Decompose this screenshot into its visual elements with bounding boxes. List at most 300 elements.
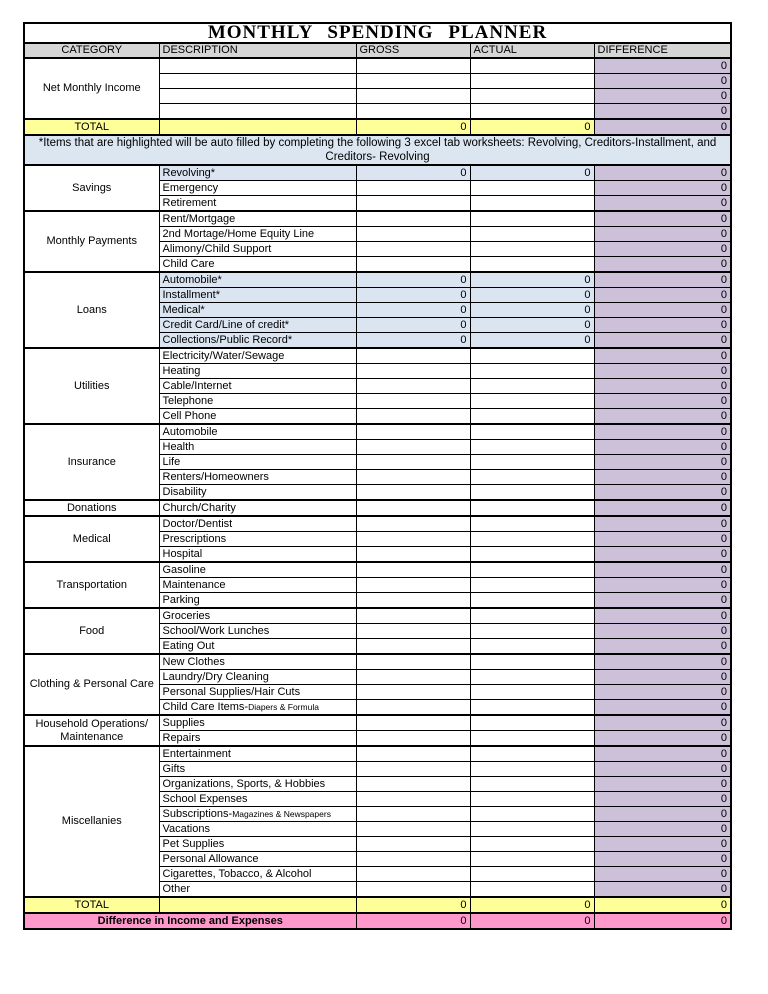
- difference-summary-difference-cell: 0: [594, 913, 731, 929]
- description-cell: [159, 333, 356, 349]
- income-row: [24, 58, 731, 74]
- difference-cell: 0: [594, 181, 731, 196]
- description-label: Heating: [162, 365, 201, 377]
- description-label: School/Work Lunches: [162, 625, 270, 637]
- difference-cell: 0: [594, 58, 731, 74]
- actual-cell: [470, 74, 594, 89]
- gross-cell: [356, 578, 470, 593]
- actual-cell: 0: [470, 272, 594, 288]
- column-header-difference: DIFFERENCE: [594, 43, 731, 58]
- category-cell-miscellanies: Miscellanies: [24, 746, 159, 897]
- difference-cell: 0: [594, 578, 731, 593]
- difference-cell: 0: [594, 500, 731, 516]
- gross-cell: [356, 685, 470, 700]
- actual-cell: [470, 685, 594, 700]
- actual-cell: [470, 547, 594, 563]
- expense-row: [24, 211, 731, 227]
- difference-cell: 0: [594, 593, 731, 609]
- description-cell: [159, 807, 356, 822]
- category-cell-medical: Medical: [24, 516, 159, 562]
- difference-cell: 0: [594, 624, 731, 639]
- expense-total-row: [24, 897, 731, 913]
- description-cell: [159, 792, 356, 807]
- expense-row: [24, 715, 731, 731]
- total-description-cell: [159, 897, 356, 913]
- expense-row: [24, 746, 731, 762]
- column-header-actual: ACTUAL: [470, 43, 594, 58]
- gross-cell: [356, 608, 470, 624]
- category-cell-loans: Loans: [24, 272, 159, 348]
- gross-cell: [356, 700, 470, 716]
- actual-cell: [470, 379, 594, 394]
- gross-cell: [356, 867, 470, 882]
- description-label: Personal Supplies/Hair Cuts: [162, 686, 301, 698]
- actual-cell: [470, 715, 594, 731]
- description-cell: [159, 242, 356, 257]
- difference-summary-label-cell: Difference in Income and Expenses: [24, 913, 356, 929]
- difference-cell: 0: [594, 608, 731, 624]
- description-label: Rent/Mortgage: [162, 213, 236, 225]
- description-label: Organizations, Sports, & Hobbies: [162, 778, 326, 790]
- note-row: [24, 135, 731, 165]
- difference-cell: 0: [594, 822, 731, 837]
- actual-cell: [470, 882, 594, 898]
- category-cell-transportation: Transportation: [24, 562, 159, 608]
- description-label: Renters/Homeowners: [162, 471, 269, 483]
- description-cell: [159, 89, 356, 104]
- description-cell: [159, 654, 356, 670]
- difference-cell: 0: [594, 440, 731, 455]
- description-label: Credit Card/Line of credit*: [162, 319, 290, 331]
- category-cell-utilities: Utilities: [24, 348, 159, 424]
- description-cell: [159, 104, 356, 120]
- actual-cell: [470, 211, 594, 227]
- difference-cell: 0: [594, 303, 731, 318]
- difference-summary-row: [24, 913, 731, 929]
- description-label: Child Care Items-: [162, 701, 249, 713]
- description-label: Telephone: [162, 395, 214, 407]
- gross-cell: [356, 792, 470, 807]
- description-cell: [159, 746, 356, 762]
- description-cell: [159, 288, 356, 303]
- description-cell: [159, 272, 356, 288]
- gross-cell: [356, 348, 470, 364]
- description-label: Eating Out: [162, 640, 215, 652]
- difference-cell: 0: [594, 74, 731, 89]
- description-label: Health: [162, 441, 195, 453]
- gross-cell: [356, 547, 470, 563]
- description-label: Supplies: [162, 717, 205, 729]
- description-label: Prescriptions: [162, 533, 227, 545]
- description-label: Repairs: [162, 732, 201, 744]
- description-cell: [159, 440, 356, 455]
- description-cell: [159, 593, 356, 609]
- description-cell: [159, 74, 356, 89]
- gross-cell: [356, 211, 470, 227]
- gross-cell: [356, 654, 470, 670]
- difference-cell: 0: [594, 852, 731, 867]
- actual-cell: [470, 670, 594, 685]
- description-cell: [159, 822, 356, 837]
- actual-cell: [470, 58, 594, 74]
- description-label: Disability: [162, 486, 207, 498]
- category-cell-savings: Savings: [24, 165, 159, 211]
- description-label: Life: [162, 456, 181, 468]
- total-actual-cell: 0: [470, 119, 594, 135]
- description-label: Church/Charity: [162, 502, 236, 514]
- category-cell-household-operations-maintenance: Household Operations/ Maintenance: [24, 715, 159, 746]
- gross-cell: [356, 257, 470, 273]
- category-cell-food: Food: [24, 608, 159, 654]
- description-label: New Clothes: [162, 656, 225, 668]
- difference-cell: 0: [594, 272, 731, 288]
- gross-cell: [356, 532, 470, 547]
- description-cell: [159, 500, 356, 516]
- description-label: Installment*: [162, 289, 220, 301]
- actual-cell: [470, 455, 594, 470]
- monthly-spending-planner-table: [23, 22, 732, 930]
- gross-cell: [356, 777, 470, 792]
- description-cell: [159, 394, 356, 409]
- category-cell-net-monthly-income: Net Monthly Income: [24, 58, 159, 119]
- description-label: Revolving*: [162, 167, 216, 179]
- gross-cell: [356, 394, 470, 409]
- description-sublabel: Magazines & Newspapers: [232, 809, 331, 819]
- gross-cell: [356, 379, 470, 394]
- difference-cell: 0: [594, 746, 731, 762]
- note-cell: *Items that are highlighted will be auto filled by completing the following 3 excel tab worksheets: Revolving, Creditors-Installment, and Creditors- Revolving: [24, 135, 731, 165]
- description-cell: [159, 731, 356, 747]
- description-cell: [159, 882, 356, 898]
- description-cell: [159, 58, 356, 74]
- description-cell: [159, 547, 356, 563]
- gross-cell: [356, 89, 470, 104]
- description-label: Cigarettes, Tobacco, & Alcohol: [162, 868, 312, 880]
- description-label: Alimony/Child Support: [162, 243, 272, 255]
- description-label: Personal Allowance: [162, 853, 259, 865]
- description-cell: [159, 424, 356, 440]
- difference-cell: 0: [594, 867, 731, 882]
- actual-cell: [470, 837, 594, 852]
- total-description-cell: [159, 119, 356, 135]
- category-cell-clothing-personal-care: Clothing & Personal Care: [24, 654, 159, 715]
- column-header-description: DESCRIPTION: [159, 43, 356, 58]
- description-label: Cable/Internet: [162, 380, 232, 392]
- description-cell: [159, 777, 356, 792]
- actual-cell: [470, 196, 594, 212]
- description-label: Automobile: [162, 426, 218, 438]
- actual-cell: [470, 867, 594, 882]
- description-cell: [159, 762, 356, 777]
- difference-cell: 0: [594, 318, 731, 333]
- description-cell: [159, 578, 356, 593]
- gross-cell: 0: [356, 303, 470, 318]
- difference-cell: 0: [594, 424, 731, 440]
- difference-cell: 0: [594, 257, 731, 273]
- description-label: Pet Supplies: [162, 838, 225, 850]
- actual-cell: [470, 593, 594, 609]
- description-cell: [159, 624, 356, 639]
- description-label: Vacations: [162, 823, 210, 835]
- difference-cell: 0: [594, 89, 731, 104]
- description-cell: [159, 867, 356, 882]
- description-cell: [159, 318, 356, 333]
- description-cell: [159, 257, 356, 273]
- difference-cell: 0: [594, 547, 731, 563]
- actual-cell: [470, 440, 594, 455]
- expense-row: [24, 654, 731, 670]
- actual-cell: [470, 394, 594, 409]
- actual-cell: [470, 485, 594, 501]
- gross-cell: [356, 455, 470, 470]
- description-cell: [159, 348, 356, 364]
- description-cell: [159, 670, 356, 685]
- description-label: Subscriptions-: [162, 808, 233, 820]
- description-label: Gasoline: [162, 564, 206, 576]
- description-label: Medical*: [162, 304, 205, 316]
- description-label: 2nd Mortage/Home Equity Line: [162, 228, 315, 240]
- description-cell: [159, 516, 356, 532]
- category-cell-insurance: Insurance: [24, 424, 159, 500]
- description-label: School Expenses: [162, 793, 248, 805]
- actual-cell: 0: [470, 333, 594, 349]
- description-label: Laundry/Dry Cleaning: [162, 671, 269, 683]
- difference-cell: 0: [594, 165, 731, 181]
- actual-cell: [470, 424, 594, 440]
- expense-row: [24, 165, 731, 181]
- difference-cell: 0: [594, 792, 731, 807]
- gross-cell: [356, 882, 470, 898]
- difference-summary-actual-cell: 0: [470, 913, 594, 929]
- gross-cell: [356, 639, 470, 655]
- description-label: Retirement: [162, 197, 217, 209]
- income-total-row: [24, 119, 731, 135]
- difference-cell: 0: [594, 485, 731, 501]
- title-row: [24, 23, 731, 43]
- difference-cell: 0: [594, 288, 731, 303]
- actual-cell: 0: [470, 165, 594, 181]
- gross-cell: [356, 470, 470, 485]
- total-difference-cell: 0: [594, 897, 731, 913]
- difference-cell: 0: [594, 562, 731, 578]
- description-label: Automobile*: [162, 274, 222, 286]
- description-cell: [159, 685, 356, 700]
- difference-cell: 0: [594, 470, 731, 485]
- page-title: MONTHLY SPENDING PLANNER: [24, 23, 731, 43]
- total-actual-cell: 0: [470, 897, 594, 913]
- actual-cell: [470, 470, 594, 485]
- expense-row: [24, 424, 731, 440]
- actual-cell: [470, 227, 594, 242]
- actual-cell: [470, 777, 594, 792]
- description-cell: [159, 303, 356, 318]
- description-label: Parking: [162, 594, 200, 606]
- description-label: Emergency: [162, 182, 219, 194]
- description-cell: [159, 455, 356, 470]
- actual-cell: [470, 608, 594, 624]
- actual-cell: [470, 348, 594, 364]
- difference-cell: 0: [594, 516, 731, 532]
- actual-cell: [470, 364, 594, 379]
- actual-cell: [470, 700, 594, 716]
- difference-cell: 0: [594, 654, 731, 670]
- gross-cell: [356, 746, 470, 762]
- gross-cell: [356, 562, 470, 578]
- gross-cell: [356, 822, 470, 837]
- expense-row: [24, 608, 731, 624]
- difference-cell: 0: [594, 409, 731, 425]
- actual-cell: [470, 746, 594, 762]
- description-label: Doctor/Dentist: [162, 518, 233, 530]
- actual-cell: [470, 242, 594, 257]
- difference-cell: 0: [594, 685, 731, 700]
- gross-cell: [356, 58, 470, 74]
- difference-cell: 0: [594, 762, 731, 777]
- description-cell: [159, 227, 356, 242]
- actual-cell: [470, 532, 594, 547]
- description-sublabel: Diapers & Formula: [248, 702, 319, 712]
- description-cell: [159, 639, 356, 655]
- description-label: Electricity/Water/Sewage: [162, 350, 285, 362]
- difference-cell: 0: [594, 379, 731, 394]
- difference-cell: 0: [594, 104, 731, 120]
- difference-cell: 0: [594, 882, 731, 898]
- gross-cell: 0: [356, 318, 470, 333]
- gross-cell: [356, 424, 470, 440]
- gross-cell: [356, 715, 470, 731]
- gross-cell: [356, 762, 470, 777]
- actual-cell: [470, 500, 594, 516]
- description-cell: [159, 196, 356, 212]
- gross-cell: [356, 409, 470, 425]
- actual-cell: [470, 731, 594, 747]
- gross-cell: [356, 593, 470, 609]
- description-cell: [159, 379, 356, 394]
- gross-cell: [356, 440, 470, 455]
- description-label: Maintenance: [162, 579, 226, 591]
- description-cell: [159, 608, 356, 624]
- expense-row: [24, 272, 731, 288]
- gross-cell: [356, 196, 470, 212]
- difference-cell: 0: [594, 211, 731, 227]
- total-difference-cell: 0: [594, 119, 731, 135]
- gross-cell: [356, 485, 470, 501]
- difference-cell: 0: [594, 242, 731, 257]
- gross-cell: [356, 807, 470, 822]
- gross-cell: [356, 837, 470, 852]
- gross-cell: [356, 500, 470, 516]
- gross-cell: [356, 104, 470, 120]
- category-cell-donations: Donations: [24, 500, 159, 516]
- description-label: Entertainment: [162, 748, 231, 760]
- difference-cell: 0: [594, 394, 731, 409]
- description-label: Child Care: [162, 258, 215, 270]
- difference-cell: 0: [594, 777, 731, 792]
- expense-row: [24, 500, 731, 516]
- gross-cell: 0: [356, 333, 470, 349]
- description-label: Gifts: [162, 763, 186, 775]
- description-cell: [159, 181, 356, 196]
- difference-cell: 0: [594, 670, 731, 685]
- description-cell: [159, 485, 356, 501]
- description-cell: [159, 715, 356, 731]
- planner-body: [24, 58, 731, 929]
- actual-cell: [470, 257, 594, 273]
- gross-cell: [356, 852, 470, 867]
- expense-row: [24, 348, 731, 364]
- actual-cell: [470, 516, 594, 532]
- gross-cell: [356, 731, 470, 747]
- gross-cell: [356, 181, 470, 196]
- expense-row: [24, 516, 731, 532]
- gross-cell: [356, 624, 470, 639]
- description-label: Groceries: [162, 610, 211, 622]
- description-label: Cell Phone: [162, 410, 217, 422]
- difference-cell: 0: [594, 837, 731, 852]
- gross-cell: 0: [356, 288, 470, 303]
- column-header-category: CATEGORY: [24, 43, 159, 58]
- description-label: Collections/Public Record*: [162, 334, 293, 346]
- gross-cell: [356, 242, 470, 257]
- actual-cell: [470, 852, 594, 867]
- actual-cell: [470, 578, 594, 593]
- actual-cell: [470, 762, 594, 777]
- actual-cell: [470, 104, 594, 120]
- total-gross-cell: 0: [356, 119, 470, 135]
- column-header-row: [24, 43, 731, 58]
- gross-cell: [356, 516, 470, 532]
- description-cell: [159, 165, 356, 181]
- description-cell: [159, 837, 356, 852]
- difference-cell: 0: [594, 196, 731, 212]
- gross-cell: [356, 74, 470, 89]
- gross-cell: [356, 227, 470, 242]
- difference-cell: 0: [594, 700, 731, 716]
- gross-cell: [356, 670, 470, 685]
- column-header-gross: GROSS: [356, 43, 470, 58]
- actual-cell: 0: [470, 303, 594, 318]
- difference-cell: 0: [594, 715, 731, 731]
- description-cell: [159, 409, 356, 425]
- description-cell: [159, 852, 356, 867]
- actual-cell: [470, 409, 594, 425]
- expense-row: [24, 562, 731, 578]
- category-cell-monthly-payments: Monthly Payments: [24, 211, 159, 272]
- description-cell: [159, 211, 356, 227]
- description-label: Hospital: [162, 548, 203, 560]
- difference-summary-gross-cell: 0: [356, 913, 470, 929]
- description-cell: [159, 470, 356, 485]
- difference-cell: 0: [594, 807, 731, 822]
- actual-cell: [470, 792, 594, 807]
- description-label: Other: [162, 883, 191, 895]
- difference-cell: 0: [594, 227, 731, 242]
- actual-cell: [470, 624, 594, 639]
- actual-cell: [470, 562, 594, 578]
- gross-cell: 0: [356, 165, 470, 181]
- total-label-cell: TOTAL: [24, 119, 159, 135]
- actual-cell: [470, 181, 594, 196]
- difference-cell: 0: [594, 333, 731, 349]
- difference-cell: 0: [594, 364, 731, 379]
- total-gross-cell: 0: [356, 897, 470, 913]
- actual-cell: 0: [470, 288, 594, 303]
- actual-cell: [470, 807, 594, 822]
- difference-cell: 0: [594, 348, 731, 364]
- actual-cell: 0: [470, 318, 594, 333]
- difference-cell: 0: [594, 731, 731, 747]
- actual-cell: [470, 822, 594, 837]
